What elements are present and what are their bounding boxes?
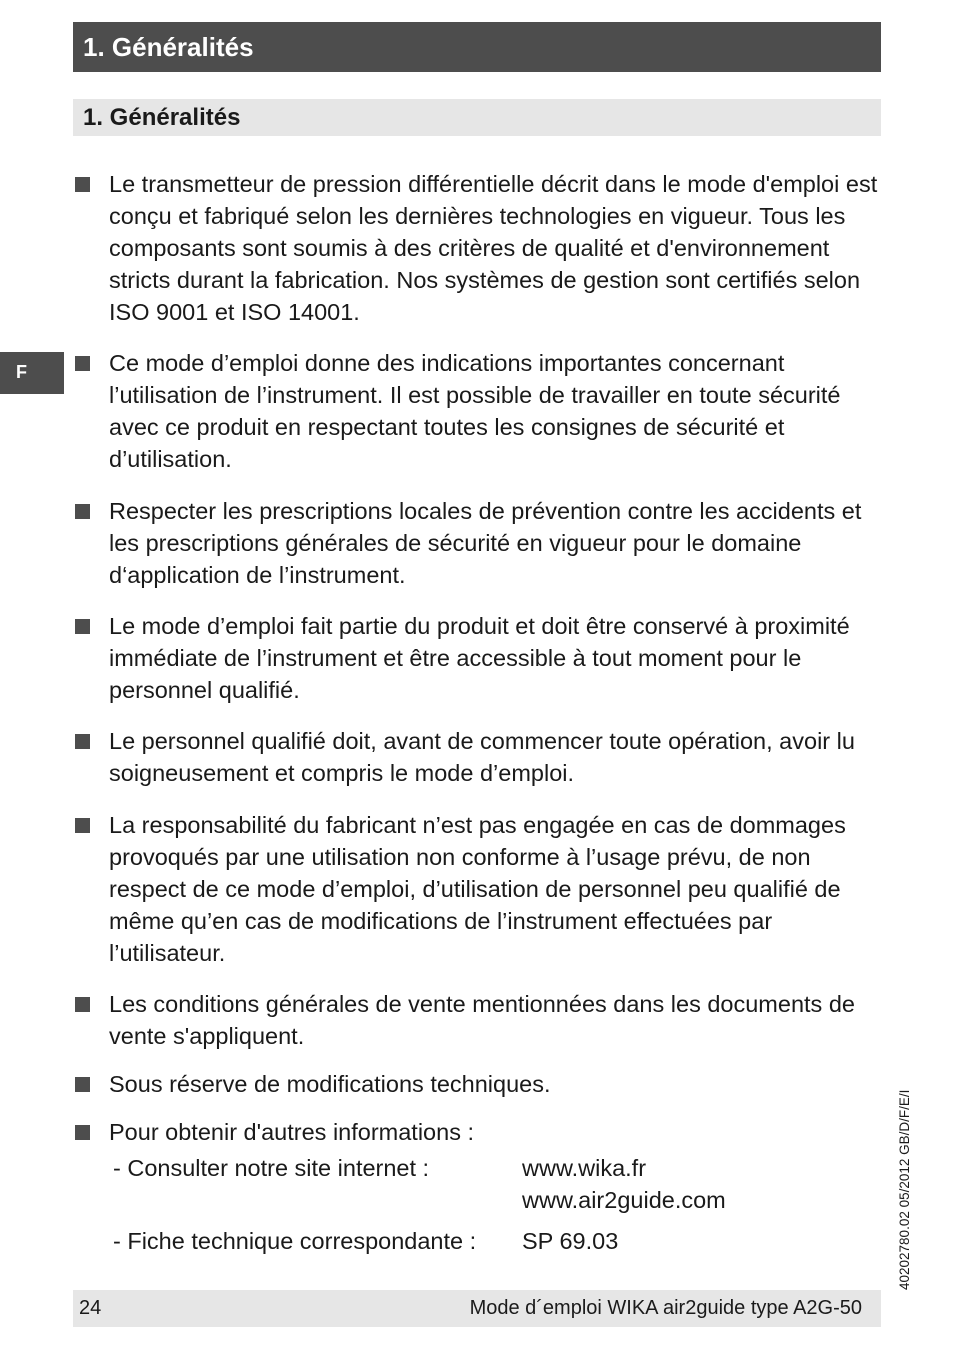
page-header (73, 22, 881, 72)
page-header-title: 1. Généralités (83, 32, 254, 62)
square-bullet-icon (75, 504, 90, 519)
datasheet-value: SP 69.03 (522, 1228, 619, 1254)
square-bullet-icon (75, 734, 90, 749)
footer-title: Mode d´emploi WIKA air2guide type A2G-50 (469, 1297, 862, 1319)
square-bullet-icon (75, 619, 90, 634)
square-bullet-icon (75, 1125, 90, 1140)
document-code: 40202780.02 05/2012 GB/D/F/E/I (897, 1089, 912, 1290)
language-tab (0, 352, 64, 394)
page-number: 24 (79, 1297, 102, 1319)
bullet-text: Les conditions générales de vente mentionnées dans les documents de vente s'appliquent. (109, 991, 855, 1049)
section-heading (73, 99, 881, 136)
square-bullet-icon (75, 356, 90, 371)
section-heading-title: 1. Généralités (83, 104, 241, 131)
page-footer (73, 1290, 881, 1327)
square-bullet-icon (75, 818, 90, 833)
bullet-text: Le transmetteur de pression différentielle décrit dans le mode d'emploi est conçu et fabriqué selon les dernières technologies en vigueur. Tous les composants sont soumis à des critères de qualité et d'environnement stricts durant la fabrication. Nos systèmes de gestion sont certifiés selon ISO 9001 et ISO 14001. (109, 171, 878, 325)
bullet-text: Ce mode d’emploi donne des indications importantes concernant l’utilisation de l’instrument. Il est possible de travailler en toute sécurité avec ce produit en respectant toutes les consignes de sécurité et d’utilisation. (109, 350, 841, 472)
bullet-text: Respecter les prescriptions locales de prévention contre les accidents et les prescriptions générales de sécurité en vigueur pour le domaine d‘application de l’instrument. (109, 498, 862, 588)
square-bullet-icon (75, 177, 90, 192)
bullet-text: Le mode d’emploi fait partie du produit et doit être conservé à proximité immédiate de l’instrument et être accessible à tout moment pour le personnel qualifié. (109, 613, 850, 703)
website-link-wika[interactable]: www.wika.fr (522, 1155, 647, 1181)
website-link-air2guide[interactable]: www.air2guide.com (522, 1187, 726, 1213)
bullet-text: Sous réserve de modifications techniques. (109, 1071, 551, 1097)
datasheet-label: - Fiche technique correspondante : (113, 1228, 477, 1254)
website-label: - Consulter notre site internet : (113, 1155, 430, 1181)
square-bullet-icon (75, 997, 90, 1012)
bullet-text: Pour obtenir d'autres informations : (109, 1119, 475, 1145)
bullet-text: Le personnel qualifié doit, avant de commencer toute opération, avoir lu soigneusement et compris le mode d’emploi. (109, 728, 855, 786)
language-tab-label: F (16, 362, 27, 382)
square-bullet-icon (75, 1077, 90, 1092)
bullet-text: La responsabilité du fabricant n’est pas engagée en cas de dommages provoqués par une utilisation non conforme à l’usage prévu, de non respect de ce mode d’emploi, d’utilisation de personnel peu qualifié de même qu’en cas de modifications de l’instrument effectuées par l’utilisateur. (109, 812, 846, 966)
